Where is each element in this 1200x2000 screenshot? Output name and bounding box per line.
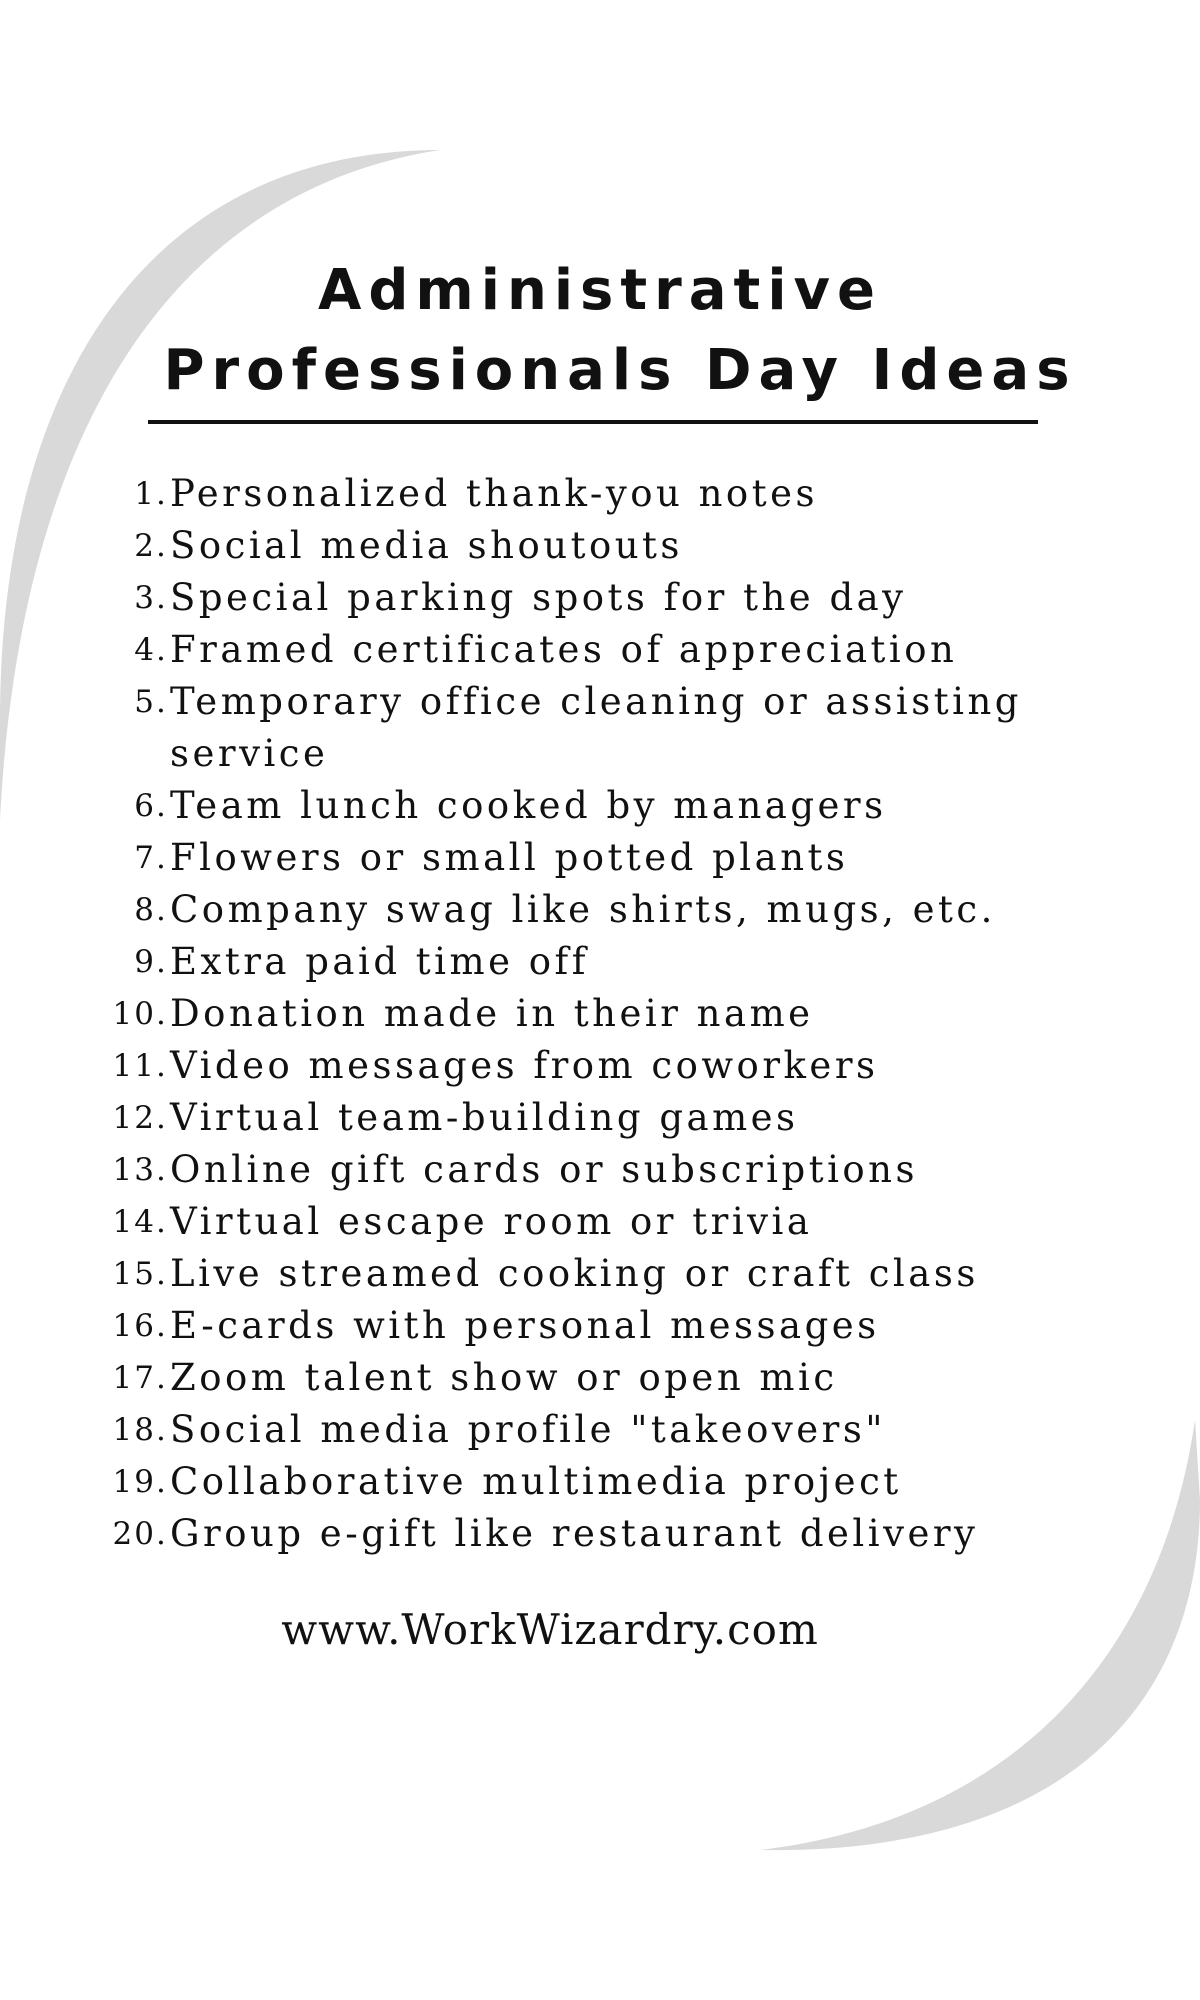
item-text: Extra paid time off [170,940,589,983]
list-item: 14 . Virtual escape room or trivia [90,1196,1090,1248]
item-text: Live streamed cooking or craft class [170,1252,979,1295]
item-text: E-cards with personal messages [170,1304,880,1347]
item-number: 5 [134,684,156,720]
item-number: 8 [134,892,156,928]
item-text: Flowers or small potted plants [170,836,849,879]
website-url: www.WorkWizardry.com [281,1605,819,1654]
item-number: 14 [112,1204,156,1240]
item-number: 10 [112,996,156,1032]
list-item: 9 . Extra paid time off [90,936,1090,988]
list-item: 11 . Video messages from coworkers [90,1040,1090,1092]
item-number: 17 [112,1360,156,1396]
item-text: Video messages from coworkers [170,1044,879,1087]
list-item: 12 . Virtual team-building games [90,1092,1090,1144]
item-number: 16 [112,1308,156,1344]
page-title-line-1: Administrative [318,258,882,323]
item-number: 19 [112,1464,156,1500]
item-text: Temporary office cleaning or assisting service [170,680,1022,775]
item-text: Personalized thank-you notes [170,472,818,515]
item-number: 3 [134,580,156,616]
item-text: Online gift cards or subscriptions [170,1148,918,1191]
item-number: 20 [112,1516,156,1552]
item-number: 13 [112,1152,156,1188]
item-text: Donation made in their name [170,992,814,1035]
list-item: 8 . Company swag like shirts, mugs, etc. [90,884,1090,936]
list-item: 13 . Online gift cards or subscriptions [90,1144,1090,1196]
item-number: 4 [134,632,156,668]
list-item: 19 . Collaborative multimedia project [90,1456,1090,1508]
item-number: 9 [134,944,156,980]
ideas-list [90,468,1090,1560]
item-text: Group e-gift like restaurant delivery [170,1512,979,1555]
list-item: 2 . Social media shoutouts [90,520,1090,572]
item-number: 1 [134,476,156,512]
list-item: 1 . Personalized thank-you notes [90,468,1090,520]
page-title-line-2: Professionals Day Ideas [163,338,1077,403]
list-item: 20 . Group e-gift like restaurant delivery [90,1508,1090,1560]
item-number: 6 [134,788,156,824]
list-item: 5 . Temporary office cleaning or assisting service [90,676,1090,780]
list-item: 10 . Donation made in their name [90,988,1090,1040]
list-item: 6 . Team lunch cooked by managers [90,780,1090,832]
item-number: 12 [112,1100,156,1136]
item-text: Framed certificates of appreciation [170,628,958,671]
item-number: 2 [134,528,156,564]
item-text: Zoom talent show or open mic [170,1356,838,1399]
item-number: 15 [112,1256,156,1292]
item-number: 7 [134,840,156,876]
title-divider [148,420,1038,424]
item-text: Company swag like shirts, mugs, etc. [170,888,996,931]
item-number: 11 [112,1048,156,1084]
list-item: 7 . Flowers or small potted plants [90,832,1090,884]
list-item: 16 . E-cards with personal messages [90,1300,1090,1352]
item-number: 18 [112,1412,156,1448]
item-text: Virtual team-building games [170,1096,799,1139]
item-text: Virtual escape room or trivia [170,1200,813,1243]
item-text: Social media profile "takeovers" [170,1408,886,1451]
list-item: 17 . Zoom talent show or open mic [90,1352,1090,1404]
item-text: Team lunch cooked by managers [170,784,887,827]
list-item: 15 . Live streamed cooking or craft class [90,1248,1090,1300]
item-text: Social media shoutouts [170,524,683,567]
item-text: Special parking spots for the day [170,576,907,619]
list-item: 18 . Social media profile "takeovers" [90,1404,1090,1456]
item-text: Collaborative multimedia project [170,1460,902,1503]
list-item: 4 . Framed certificates of appreciation [90,624,1090,676]
list-item: 3 . Special parking spots for the day [90,572,1090,624]
